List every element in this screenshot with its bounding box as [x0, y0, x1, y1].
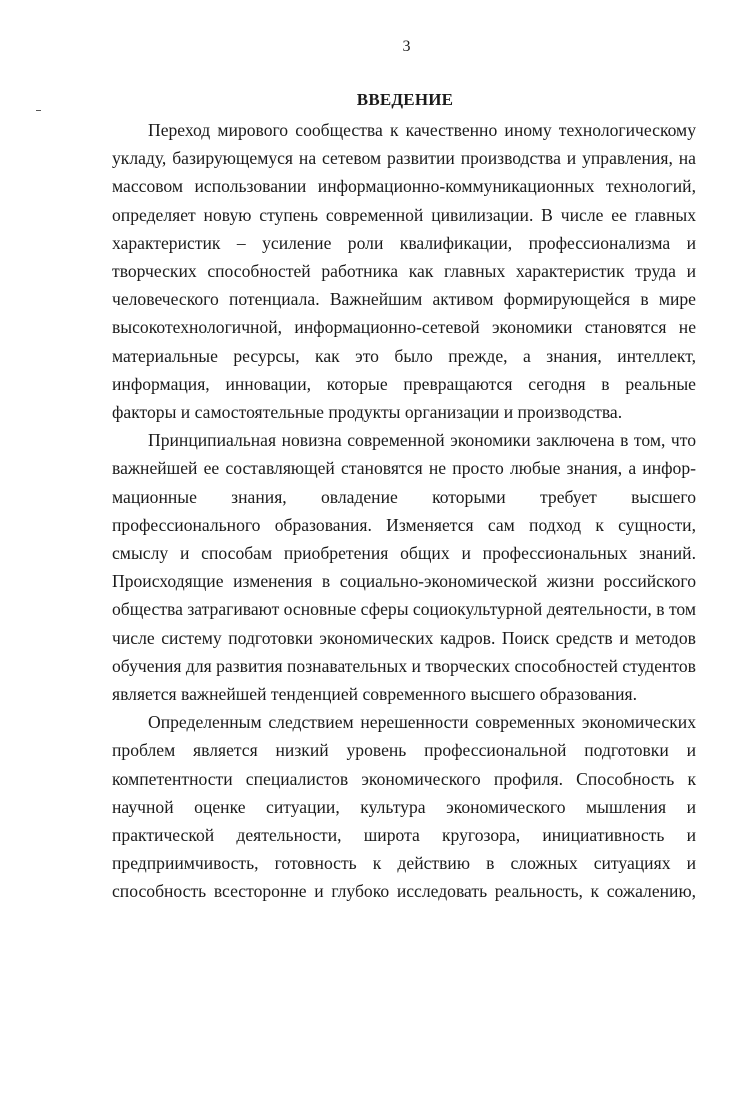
- paragraph-1: Переход мирового сообщества к качественно иному технологическому укладу, базирующемуся на сетевом развитии производства и управления, на массовом использовании информационно-коммуникационных технологий, определяет новую ступень современной цивилизации. В числе ее главных характеристик – усиление роли квалификации, профессионализма и творческих способностей работника как главных характеристик труда и человеческого потенциала. Важнейшим активом формирующейся в мире высокотехнологичной, информационно-сетевой экономики становятся не материальные ресурсы, как это было прежде, а знания, интеллект, информация, инновации, которые превращаются сегодня в реальные факторы и самостоятельные продукты организации и производства.: [112, 120, 696, 423]
- paragraph-2: Принципиальная новизна современной экономики заключена в том, что важнейшей ее составляющей становятся не просто любые знания, а информационные знания, овладение которыми требует высшего профессионального образования. Изменяется сам подход к сущности, смыслу и способам приобретения общих и профессиональных знаний. Происходящие изменения в социально-экономической жизни российского общества затрагивают основные сферы социокультурной деятельности, в том числе систему подготовки экономических кадров. Поиск средств и методов обучения для развития познавательных и творческих способностей студентов является важнейшей тенденцией современного высшего образования.: [112, 430, 696, 705]
- page-title: ВВЕДЕНИЕ: [356, 90, 454, 109]
- page-number: 3: [402, 38, 411, 55]
- document-body: [112, 116, 696, 906]
- scan-speck: [36, 110, 41, 111]
- paragraph-3: Определенным следствием нерешенности современных экономических проблем является низкий уровень профессиональной подготовки и компетентности специалистов экономического профиля. Способность к научной оценке ситуации, культура экономического мышления и практической деятельности, широта кругозора, инициативность и предприимчивость, готовность к действию в сложных ситуациях и способность всесторонне и глубоко исследовать реальность, к сожалению,: [112, 712, 696, 902]
